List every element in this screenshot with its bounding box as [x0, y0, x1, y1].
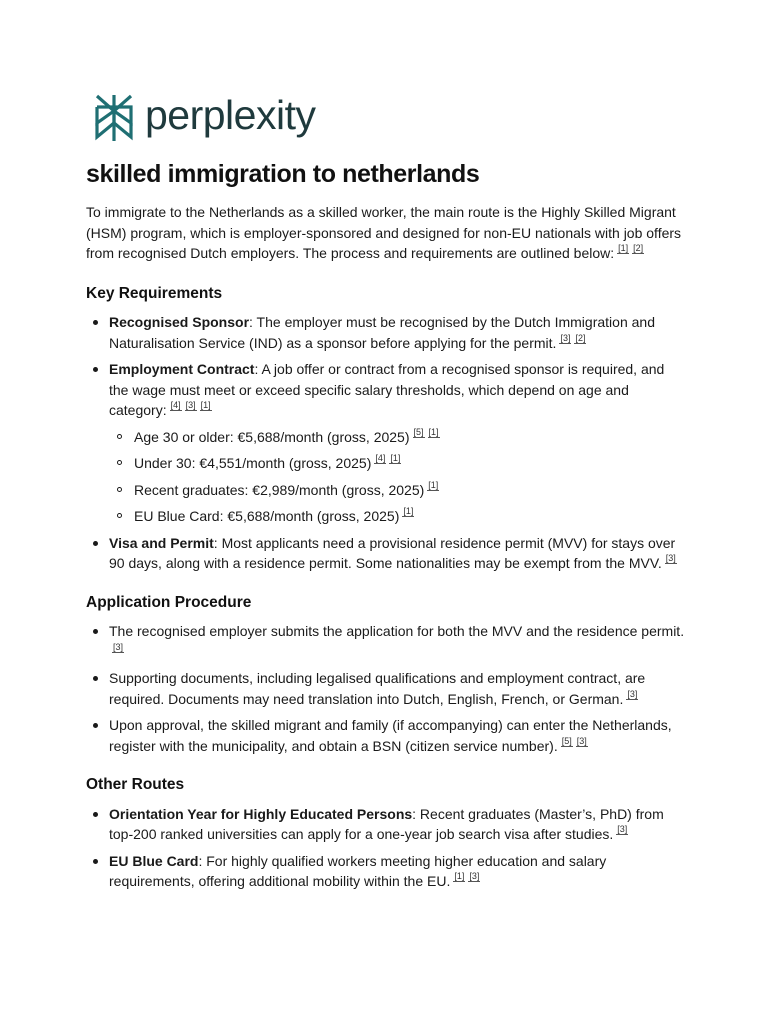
list-item	[109, 480, 686, 501]
list-item	[109, 453, 686, 474]
citation-link[interactable]: [4]	[375, 453, 386, 463]
section-heading-key-requirements: Key Requirements	[86, 284, 223, 302]
citation-link[interactable]: [3]	[560, 332, 571, 343]
citation-link[interactable]: [4]	[170, 400, 181, 410]
item-text: EU Blue Card: €5,688/month (gross, 2025)	[134, 508, 400, 524]
citation-link[interactable]: [3]	[627, 688, 638, 699]
citation-link[interactable]: [3]	[617, 824, 628, 834]
citation-link[interactable]: [2]	[633, 243, 644, 253]
list-item	[109, 427, 686, 448]
citation-link[interactable]: [5]	[413, 426, 424, 437]
perplexity-logo-icon	[93, 93, 135, 143]
citation-link[interactable]: [3]	[665, 553, 676, 563]
section-heading-other-routes: Other Routes	[86, 776, 185, 793]
intro-paragraph	[86, 202, 690, 264]
intro-text: To immigrate to the Netherlands as a skilled worker, the main route is the Highly Skilled Migrant (HSM) program, which is employer-sponsored and designed for non-EU nationals with job offers from recognised Dutch employers. The process and requirements are outlined below:	[86, 204, 682, 261]
item-text: Supporting documents, including legalised qualifications and employment contract, are required. Documents may need translation into Dutch, English, French, or German.	[109, 670, 646, 707]
list-item	[86, 312, 686, 353]
salary-threshold-list	[109, 427, 686, 527]
list-item	[86, 359, 686, 527]
list-item	[86, 621, 686, 662]
item-text: : Recent graduates (Master’s, PhD) from top-200 ranked universities can apply for a one-year job search visa after studies.	[109, 805, 664, 842]
page-title: skilled immigration to netherlands	[86, 160, 480, 188]
item-text: : The employer must be recognised by the Dutch Immigration and Naturalisation Service (IND) as a sponsor before applying for the permit.	[109, 314, 655, 351]
citation-link[interactable]: [1]	[390, 453, 401, 463]
citation-link[interactable]: [1]	[403, 506, 414, 516]
list-item	[109, 506, 686, 527]
citation-link[interactable]: [3]	[185, 400, 196, 410]
item-text: The recognised employer submits the application for both the MVV and the residence permit.	[109, 623, 685, 639]
list-item	[86, 533, 686, 574]
list-item	[86, 715, 686, 756]
item-label: Recognised Sponsor	[109, 314, 250, 330]
citation-link[interactable]: [1]	[428, 426, 439, 437]
citation-link[interactable]: [5]	[561, 735, 572, 746]
citation-link[interactable]: [1]	[454, 871, 465, 881]
item-label: Orientation Year for Highly Educated Persons	[109, 805, 413, 822]
section-heading-application-procedure: Application Procedure	[86, 593, 252, 611]
item-text: Recent graduates: €2,989/month (gross, 2025)	[134, 481, 425, 498]
list-item	[86, 668, 686, 709]
item-text: : Most applicants need a provisional residence permit (MVV) for stays over 90 days, along with a residence permit. Some nationalities may be exempt from the MVV.	[109, 534, 676, 571]
other-routes-list	[86, 804, 686, 892]
item-label: Employment Contract	[109, 361, 255, 377]
answer-body	[86, 202, 686, 892]
citation-link[interactable]: [3]	[469, 871, 480, 881]
item-text: : For highly qualified workers meeting higher education and salary requirements, offering additional mobility within the EU.	[109, 852, 607, 889]
citation-link[interactable]: [3]	[113, 641, 124, 652]
key-requirements-list	[86, 312, 686, 574]
item-text: : A job offer or contract from a recognised sponsor is required, and the wage must meet or exceed specific salary thresholds, which depend on age and category:	[109, 361, 665, 418]
list-item	[86, 804, 686, 845]
citation-link[interactable]: [1]	[200, 400, 211, 410]
brand-name: perplexity	[145, 91, 316, 138]
citation-link[interactable]: [1]	[428, 479, 439, 490]
item-label: Visa and Permit	[109, 534, 214, 551]
item-label: EU Blue Card	[109, 852, 199, 869]
list-item	[86, 851, 686, 892]
citation-link[interactable]: [2]	[575, 332, 586, 343]
item-text: Upon approval, the skilled migrant and family (if accompanying) can enter the Netherlands, register with the municipality, and obtain a BSN (citizen service number).	[109, 717, 672, 754]
item-text: Under 30: €4,551/month (gross, 2025)	[134, 455, 372, 471]
brand[interactable]	[93, 93, 315, 143]
application-procedure-list	[86, 621, 686, 756]
item-text: Age 30 or older: €5,688/month (gross, 2025)	[134, 428, 410, 445]
citation-link[interactable]: [3]	[576, 735, 587, 746]
citation-link[interactable]: [1]	[618, 243, 629, 253]
